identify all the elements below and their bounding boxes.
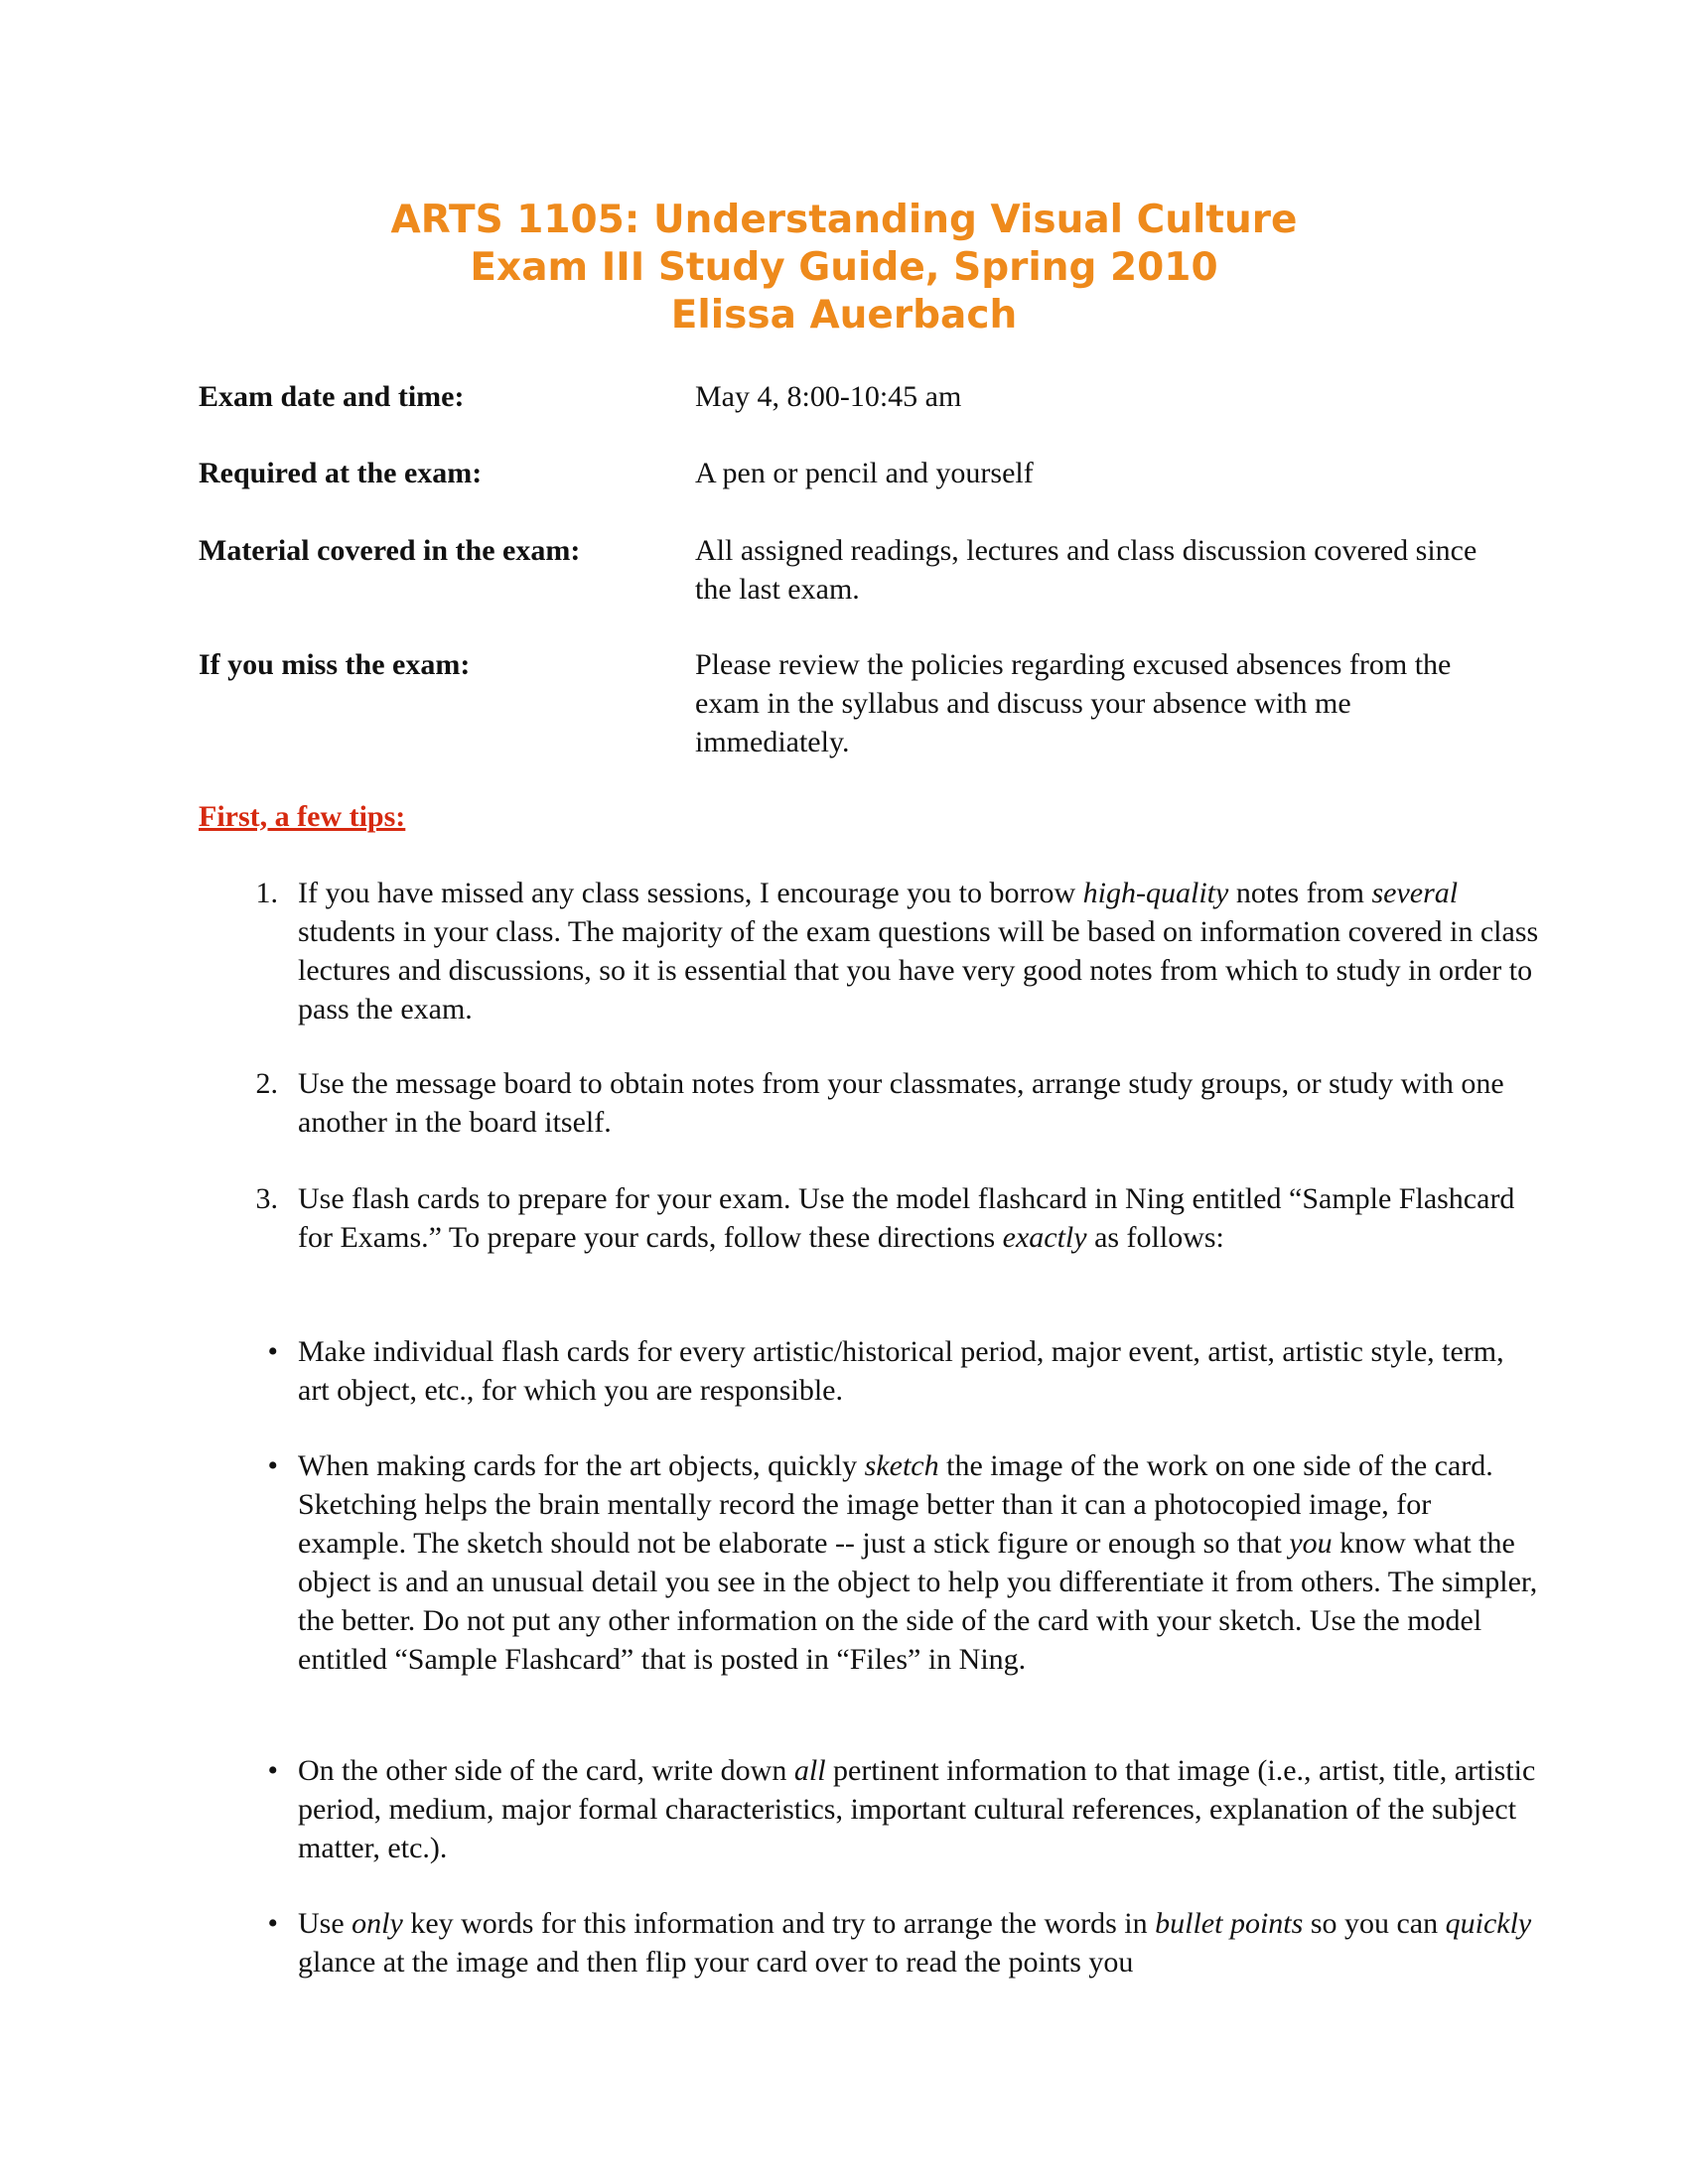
info-value: All assigned readings, lectures and class discussion covered since the last exam.: [695, 534, 1477, 606]
course-title: ARTS 1105: Understanding Visual Culture: [390, 198, 1298, 242]
bullet-text: When making cards for the art objects, quickly sketch the image of the work on one side of the card. Sketching helps the brain mentally record the image better than it can a photocopied image, for example. The sketch should not be elaborate -- just a stick figure or enough so that you know what the object is and an unusual detail you see in the object to help you differentiate it from others. The simpler, the better. Do not put any other information on the side of the card with your sketch. Use the model entitled “Sample Flashcard” that is posted in “Files” in Ning.: [298, 1449, 1538, 1676]
info-value: A pen or pencil and yourself: [695, 457, 1034, 489]
tip-text: If you have missed any class sessions, I encourage you to borrow high-quality notes from several students in your class. The majority of the exam questions will be based on information covered in class lectures and discussions, so it is essential that you have very good notes from which to study in order to pass the exam.: [298, 877, 1539, 1025]
guide-title: Exam III Study Guide, Spring 2010: [470, 245, 1218, 290]
bullet-icon: •: [267, 1335, 278, 1368]
tip-text: Use the message board to obtain notes from your classmates, arrange study groups, or study with one another in the board itself.: [298, 1067, 1504, 1139]
list-number: 2.: [255, 1067, 278, 1100]
info-label: Exam date and time:: [199, 380, 465, 413]
bullet-text: Use only key words for this information and try to arrange the words in bullet points so you can quickly glance at the image and then flip your card over to read the points you: [298, 1907, 1532, 1979]
bullet-text: Make individual flash cards for every artistic/historical period, major event, artist, artistic style, term, art object, etc., for which you are responsible.: [298, 1335, 1504, 1407]
info-value: May 4, 8:00-10:45 am: [695, 380, 962, 413]
bullet-icon: •: [267, 1907, 278, 1940]
tips-heading: First, a few tips:: [199, 800, 406, 833]
info-label: If you miss the exam:: [199, 648, 471, 681]
tip-text: Use flash cards to prepare for your exam. Use the model flashcard in Ning entitled “Sample Flashcard for Exams.” To prepare your cards, follow these directions exactly as follows:: [298, 1182, 1515, 1254]
bullet-icon: •: [267, 1754, 278, 1787]
author-name: Elissa Auerbach: [670, 293, 1018, 338]
bullet-text: On the other side of the card, write down all pertinent information to that image (i.e., artist, title, artistic period, medium, major formal characteristics, important cultural references, explanation of the subject matter, etc.).: [298, 1754, 1536, 1864]
list-number: 1.: [255, 877, 278, 909]
list-number: 3.: [255, 1182, 278, 1215]
info-label: Material covered in the exam:: [199, 534, 581, 567]
bullet-icon: •: [267, 1449, 278, 1482]
document-title: [0, 197, 1688, 340]
info-value: Please review the policies regarding excused absences from the exam in the syllabus and discuss your absence with me immediately.: [695, 648, 1452, 758]
info-label: Required at the exam:: [199, 457, 483, 489]
